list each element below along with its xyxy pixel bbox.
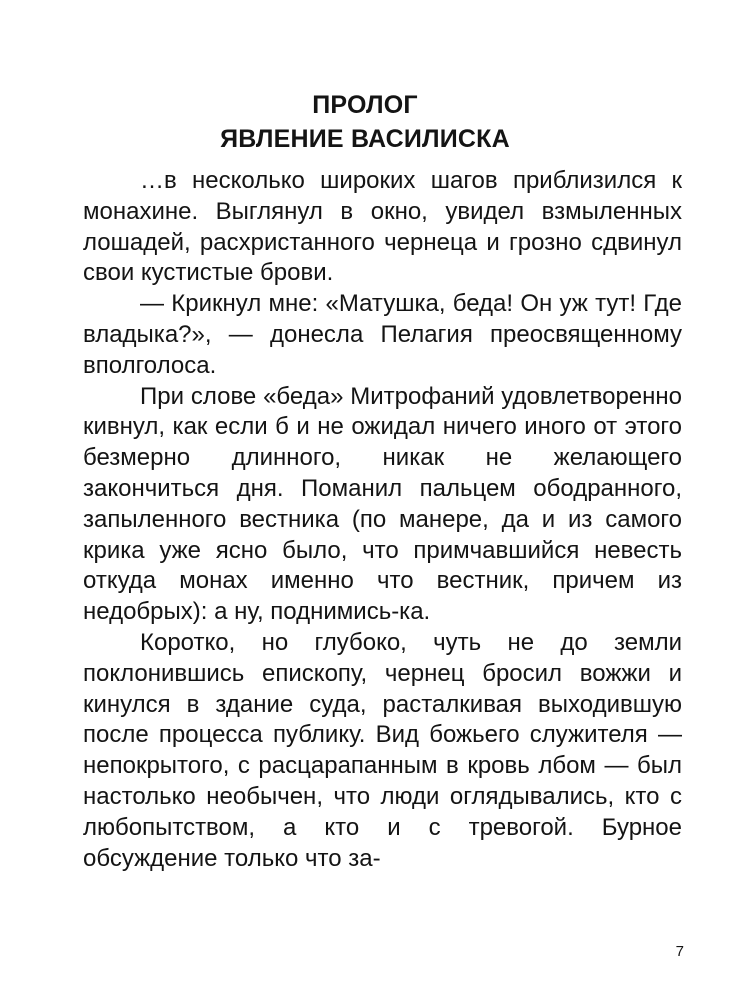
page-number: 7 bbox=[675, 943, 684, 960]
body-text bbox=[83, 166, 682, 874]
chapter-heading bbox=[0, 88, 730, 156]
paragraph: При слове «беда» Митрофаний удовлетворенно кивнул, как если б и не ожидал ничего иного от этого безмерно длинного, никак не желающего закончиться дня. Поманил пальцем ободранного, запыленного вестника (по манере, да и из самого крика уже ясно было, что примчавшийся невесть откуда монах именно что вестник, причем из недобрых): а ну, поднимись-ка. bbox=[83, 382, 682, 626]
chapter-title: ПРОЛОГ bbox=[312, 91, 418, 119]
paragraph: …в несколько широких шагов приблизился к монахине. Выглянул в окно, увидел взмыленных лошадей, расхристанного чернеца и грозно сдвинул свои кустистые брови. bbox=[83, 167, 682, 287]
paragraph: Коротко, но глубоко, чуть не до земли поклонившись епископу, чернец бросил вожжи и кинулся в здание суда, расталкивая выходившую после процесса публику. Вид божьего служителя — непокрытого, с расцарапанным в кровь лбом — был настолько необычен, что люди оглядывались, кто с любопытством, а кто и с тревогой. Бурное обсуждение только что за- bbox=[83, 628, 682, 872]
paragraph: — Крикнул мне: «Матушка, беда! Он уж тут! Где владыка?», — донесла Пелагия преосвященному вполголоса. bbox=[83, 290, 682, 379]
chapter-subtitle: ЯВЛЕНИЕ ВАСИЛИСКА bbox=[220, 125, 510, 153]
